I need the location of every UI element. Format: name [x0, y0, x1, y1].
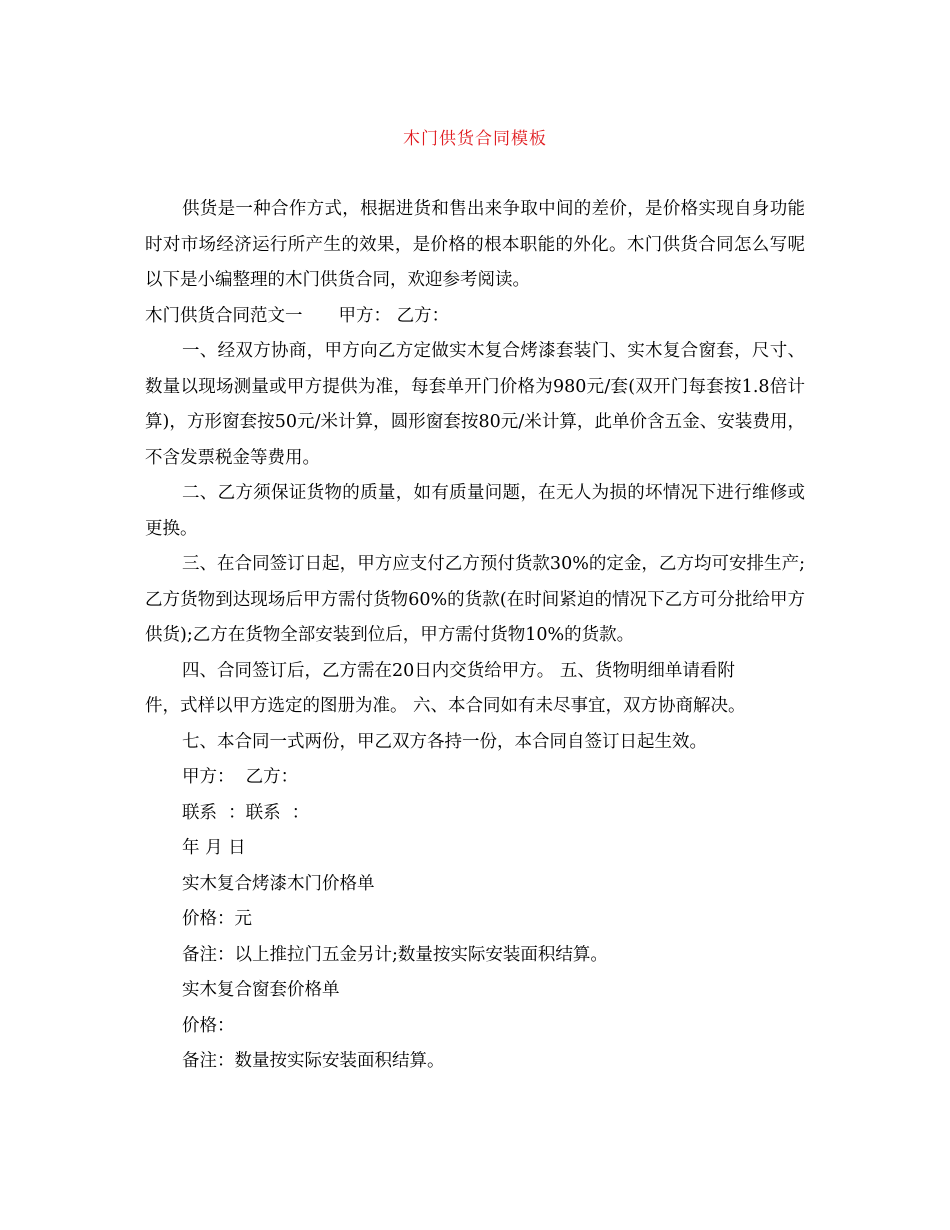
clause-4-line-1: 四、合同签订后，乙方需在20日内交货给甲方。 五、货物明细单请看附	[182, 660, 735, 681]
sample-heading	[145, 299, 805, 335]
clause-7: 七、本合同一式两份，甲乙双方各持一份，本合同自签订日起生效。	[182, 731, 707, 752]
intro-paragraph: 供货是一种合作方式，根据进货和售出来争取中间的差价，是价格实现自身功能时对市场经济运行所产生的效果，是价格的根本职能的外化。木门供货合同怎么写呢以下是小编整理的木门供货合同，欢迎参考阅读。	[145, 199, 805, 290]
window-note: 备注：数量按实际安装面积结算。	[182, 1051, 445, 1071]
door-price-list-title: 实木复合烤漆木门价格单	[182, 873, 375, 894]
window-price: 价格：	[182, 1015, 235, 1036]
door-note: 备注：以上推拉门五金另计;数量按实际安装面积结算。	[182, 944, 608, 965]
party-a-label: 甲方：	[338, 305, 391, 326]
signature-parties: 甲方： 乙方：	[182, 767, 299, 787]
door-price: 价格：元	[182, 909, 252, 929]
clause-2: 二、乙方须保证货物的质量，如有质量问题，在无人为损的坏情况下进行维修或更换。	[145, 483, 805, 539]
party-b-label: 乙方：	[396, 305, 450, 326]
signature-contact: 联系 ：联系 ：	[182, 802, 310, 823]
sample-name: 木门供货合同范文一	[145, 305, 303, 326]
signature-date: 年 月 日	[182, 838, 246, 858]
clause-3: 三、在合同签订日起，甲方应支付乙方预付货款30%的定金，乙方均可安排生产;乙方货物到达现场后甲方需付货物60%的货款(在时间紧迫的情况下乙方可分批给甲方供货);乙方在货物全部安装到位后，甲方需付货物10%的货款。	[145, 554, 805, 645]
document-body	[145, 192, 805, 1080]
window-price-list-title: 实木复合窗套价格单	[182, 980, 340, 1000]
clause-1: 一、经双方协商，甲方向乙方定做实木复合烤漆套装门、实木复合窗套，尺寸、数量以现场测量或甲方提供为准，每套单开门价格为980元/套(双开门每套按1.8倍计算)，方形窗套按50元/米计算，圆形窗套按80元/米计算，此单价含五金、安装费用，不含发票税金等费用。	[145, 341, 805, 468]
clause-4-line-2: 件，式样以甲方选定的图册为准。 六、本合同如有未尽事宜，双方协商解决。	[145, 696, 746, 716]
document-title: 木门供货合同模板	[403, 129, 547, 149]
